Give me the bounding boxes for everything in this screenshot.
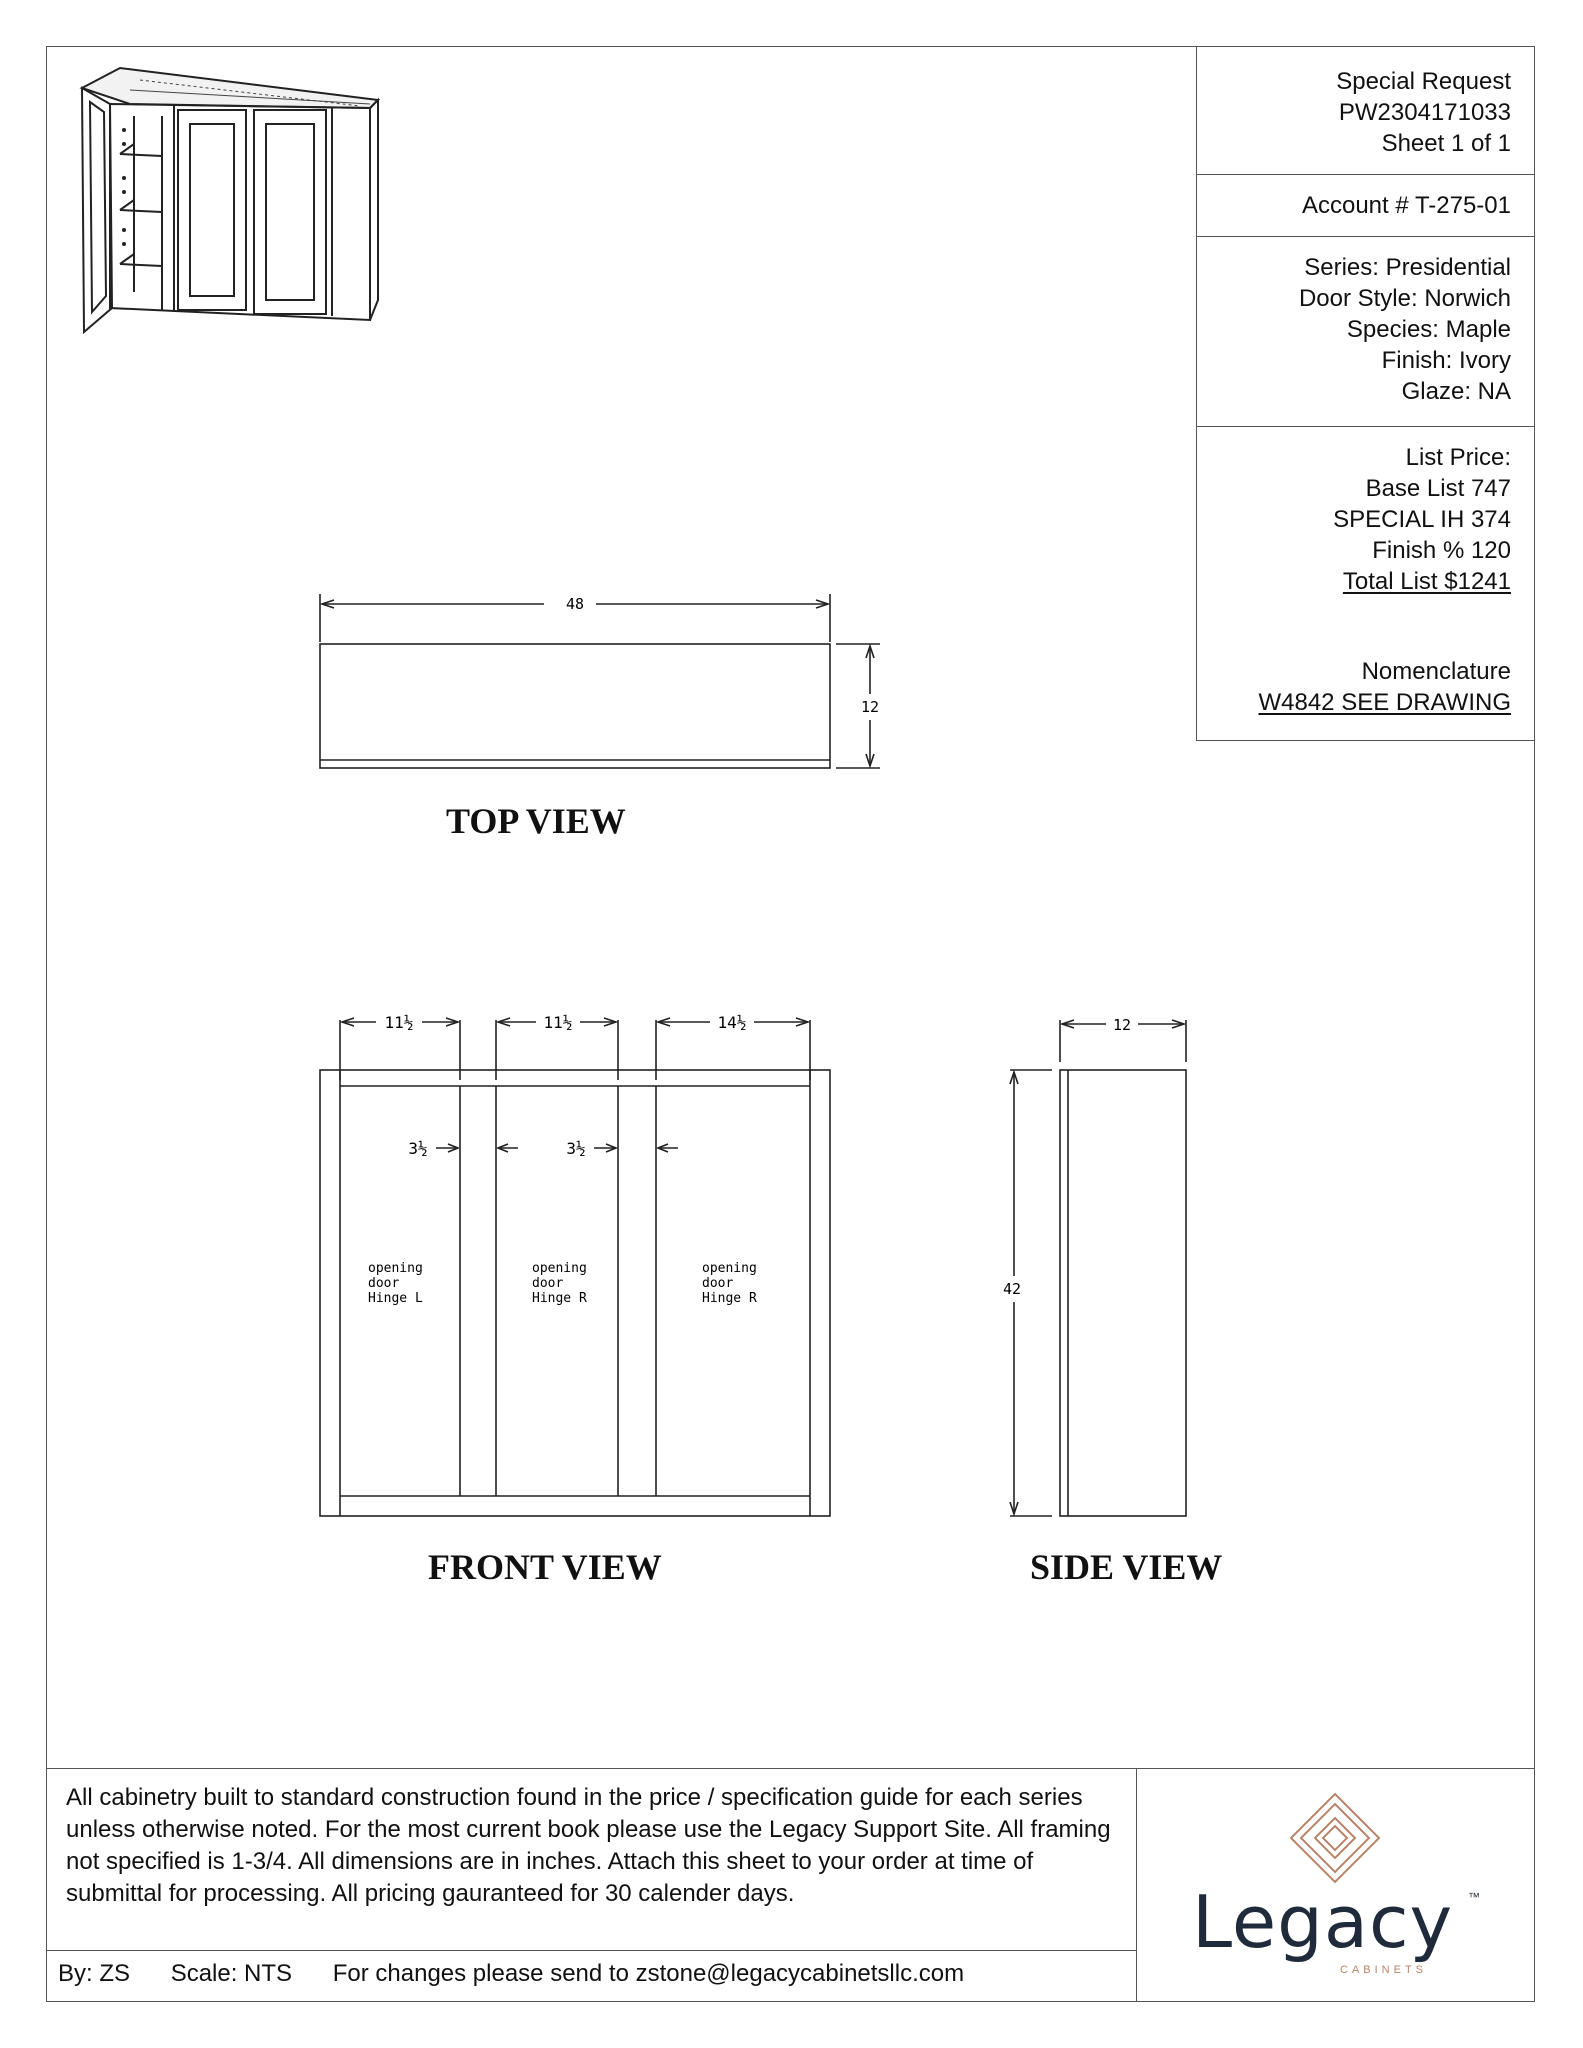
door-style: Door Style: Norwich	[1298, 285, 1511, 312]
door-width-dimension-2: 11½	[543, 1013, 573, 1032]
glaze: Glaze: NA	[1401, 378, 1511, 405]
divider	[46, 1768, 1535, 1769]
front-view-drawing	[300, 1000, 860, 1540]
stile-dimension-2: 3½	[566, 1139, 586, 1158]
divider	[1197, 236, 1535, 237]
nomenclature-label: Nomenclature	[1361, 658, 1511, 685]
request-number: PW2304171033	[1338, 99, 1511, 126]
door-width-dimension-1: 11½	[384, 1013, 414, 1032]
request-type: Special Request	[1336, 68, 1511, 95]
side-height-dimension: 42	[1002, 1280, 1022, 1298]
finish-percent: Finish % 120	[1372, 537, 1511, 564]
nomenclature-value: W4842 SEE DRAWING	[1258, 689, 1511, 716]
door-note-2-line3: Hinge R	[532, 1291, 587, 1306]
top-view-drawing	[300, 590, 900, 790]
species: Species: Maple	[1346, 316, 1511, 343]
top-width-dimension: 48	[565, 595, 585, 613]
price-info	[1333, 442, 1511, 597]
door-note-3-line2: door	[702, 1276, 734, 1291]
total-list: Total List $1241	[1342, 568, 1511, 595]
sheet-number: Sheet 1 of 1	[1381, 130, 1511, 157]
list-price-label: List Price:	[1405, 444, 1511, 471]
divider	[1136, 1768, 1137, 2002]
scale: Scale: NTS	[170, 1960, 293, 1987]
divider	[46, 1950, 1136, 1951]
door-width-dimension-3: 14½	[717, 1013, 747, 1032]
divider	[1197, 426, 1535, 427]
door-note-2-line1: opening	[532, 1261, 587, 1276]
side-view-drawing	[990, 1000, 1210, 1540]
stile-dimension-1: 3½	[408, 1139, 428, 1158]
cabinet-isometric-illustration	[70, 60, 390, 360]
door-note-1-line2: door	[368, 1276, 400, 1291]
top-view-title: TOP VIEW	[446, 801, 626, 841]
series: Series: Presidential	[1304, 254, 1511, 281]
door-note-1-line1: opening	[368, 1261, 423, 1276]
nomenclature-info	[1258, 656, 1511, 718]
request-info	[1336, 66, 1511, 159]
title-block	[1196, 46, 1535, 741]
drawn-by: By: ZS	[58, 1960, 131, 1987]
front-view-title: FRONT VIEW	[428, 1547, 662, 1587]
base-list: Base List 747	[1365, 475, 1511, 502]
brand-wordmark: Legacy	[1192, 1880, 1454, 1964]
finish: Finish: Ivory	[1381, 347, 1511, 374]
divider	[1197, 174, 1535, 175]
top-depth-dimension: 12	[860, 698, 880, 716]
side-view-title: SIDE VIEW	[1030, 1547, 1223, 1587]
door-note-1-line3: Hinge L	[368, 1291, 423, 1306]
door-note-3-line3: Hinge R	[702, 1291, 757, 1306]
door-note-3-line1: opening	[702, 1261, 757, 1276]
brand-subtitle: CABINETS	[1340, 1964, 1428, 1976]
footer	[58, 1960, 998, 1988]
diamond-emblem-icon	[1287, 1790, 1383, 1886]
contact-email: For changes please send to zstone@legacycabinetsllc.com	[332, 1960, 965, 1987]
side-depth-dimension: 12	[1112, 1016, 1132, 1034]
special-price: SPECIAL IH 374	[1333, 506, 1511, 533]
door-note-2-line2: door	[532, 1276, 564, 1291]
account-number: Account # T-275-01	[1301, 192, 1511, 219]
construction-notes: All cabinetry built to standard construction found in the price / specification guide for each series unless otherwise noted. For the most current book please use the Legacy Support Site. All framing not specified is 1-3/4. All dimensions are in inches. Attach this sheet to your order at time of submittal for processing. All pricing gauranteed for 30 calender days.	[66, 1784, 1111, 1907]
legacy-logo	[1150, 1780, 1520, 1990]
trademark: ™	[1468, 1890, 1480, 1904]
spec-info	[1299, 252, 1511, 407]
